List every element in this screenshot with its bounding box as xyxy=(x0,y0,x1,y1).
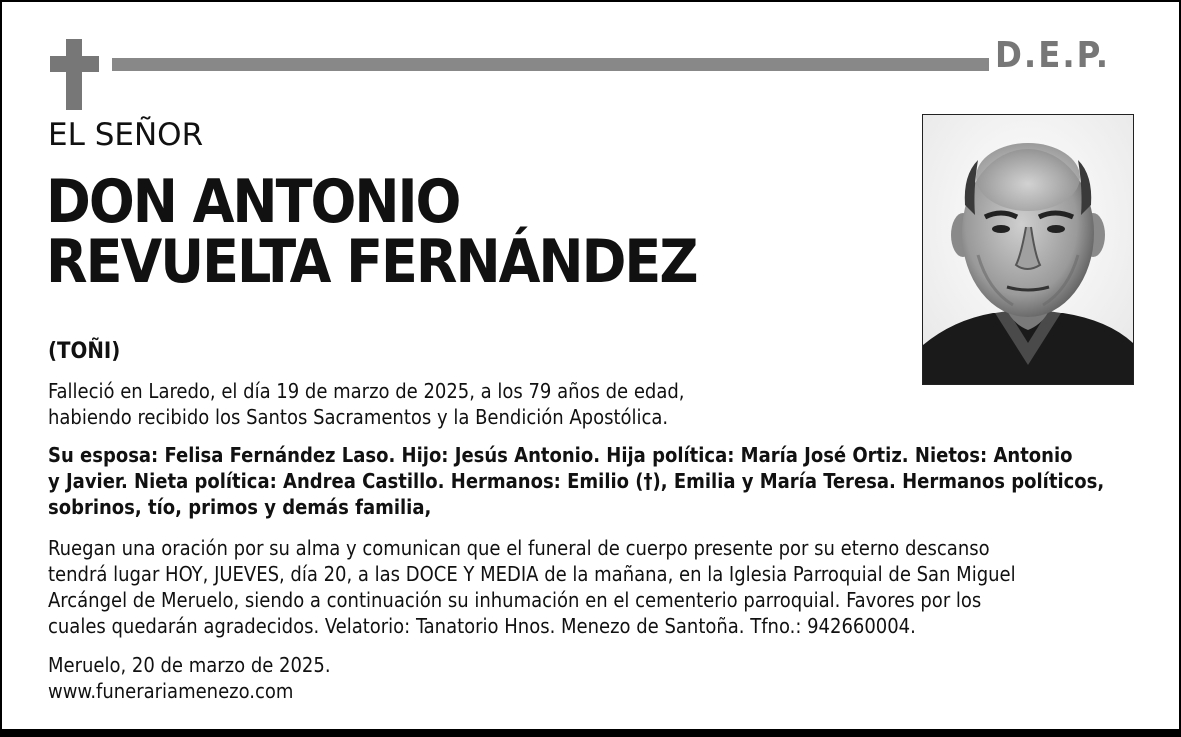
footer xyxy=(48,652,331,704)
deceased-name-line-2: REVUELTA FERNÁNDEZ xyxy=(46,227,697,297)
funeral-details xyxy=(48,535,1016,639)
death-notice xyxy=(48,378,684,430)
family-members xyxy=(48,442,1104,520)
family-line-1: Su esposa: Felisa Fernández Laso. Hijo: Jesús Antonio. Hija política: María José Ortiz. Nietos: Antonio xyxy=(48,443,1073,467)
website-link[interactable]: www.funerariamenezo.com xyxy=(48,679,294,703)
death-notice-line-1: Falleció en Laredo, el día 19 de marzo de 2025, a los 79 años de edad, xyxy=(48,379,685,403)
place-date: Meruelo, 20 de marzo de 2025. xyxy=(48,653,331,677)
dep-heading: D.E.P. xyxy=(995,35,1111,76)
death-notice-line-2: habiendo recibido los Santos Sacramentos y la Bendición Apostólica. xyxy=(48,405,669,429)
family-line-2: y Javier. Nieta política: Andrea Castillo. Hermanos: Emilio (†), Emilia y María Teresa. Hermanos políticos, xyxy=(48,469,1105,493)
deceased-name-line-1: DON ANTONIO xyxy=(46,167,460,237)
portrait-photo xyxy=(922,114,1134,385)
family-line-3: sobrinos, tío, primos y demás familia, xyxy=(48,495,432,519)
header-rule xyxy=(112,58,989,71)
nickname: (TOÑI) xyxy=(48,339,121,364)
funeral-line-2: tendrá lugar HOY, JUEVES, día 20, a las DOCE Y MEDIA de la mañana, en la Iglesia Parroquial de San Miguel xyxy=(48,562,1016,586)
honorific-title: EL SEÑOR xyxy=(48,117,204,153)
portrait-image xyxy=(923,115,1133,384)
funeral-line-4: cuales quedarán agradecidos. Velatorio: Tanatorio Hnos. Menezo de Santoña. Tfno.: 942660004. xyxy=(48,614,916,638)
deceased-name xyxy=(46,167,697,297)
funeral-line-1: Ruegan una oración por su alma y comunican que el funeral de cuerpo presente por su eterno descanso xyxy=(48,536,990,560)
funeral-line-3: Arcángel de Meruelo, siendo a continuación su inhumación en el cementerio parroquial. Favores por los xyxy=(48,588,982,612)
